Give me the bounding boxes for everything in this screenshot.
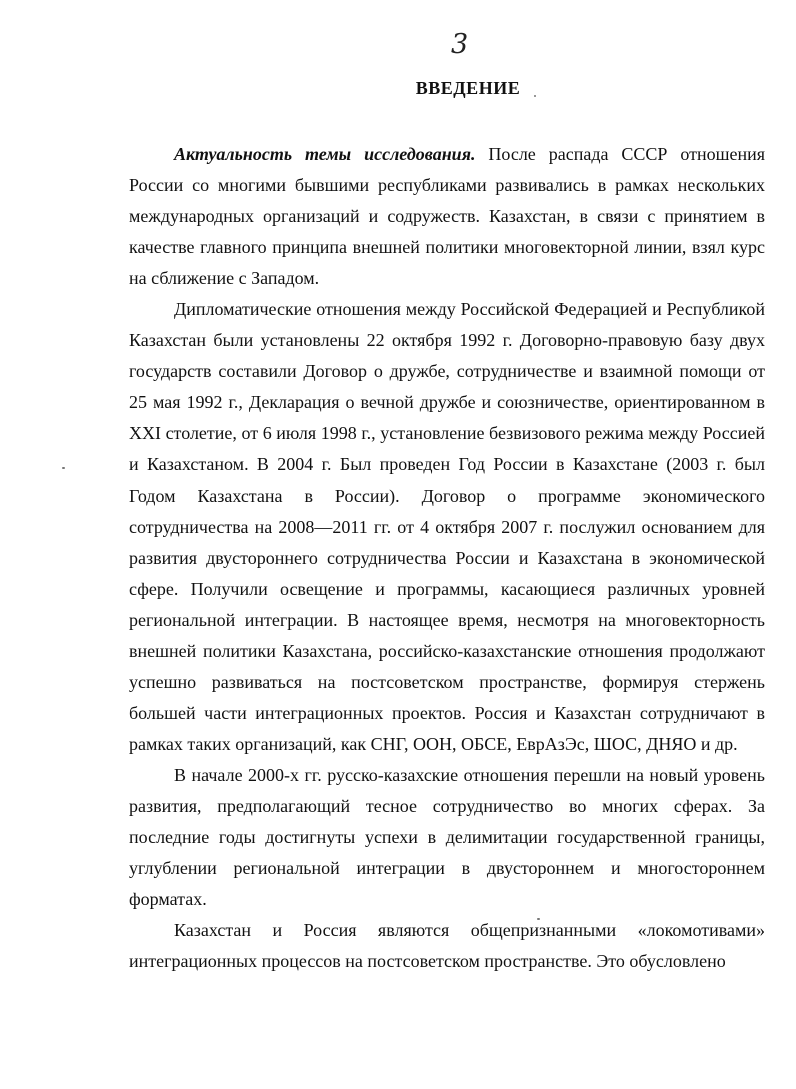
paragraph-relevance <box>129 139 765 294</box>
scan-speck <box>62 467 65 469</box>
paragraph-diplomatic-relations <box>129 294 765 760</box>
paragraph-locomotives <box>129 915 765 977</box>
section-title: ВВЕДЕНИЕ <box>415 78 521 98</box>
paragraph-text: Казахстан и Россия являются общепризнанными «локомотивами» интеграционных процессов на постсоветском пространстве. Это обусловлено <box>129 920 765 972</box>
paragraph-text: В начале 2000-х гг. русско-казахские отношения перешли на новый уровень развития, предполагающий тесное сотрудничество во многих сферах. За последние годы достигнуты успехи в делимитации государственной границы, углублении региональной интеграции в двустороннем и многостороннем форматах. <box>129 764 765 910</box>
paragraph-lead: Актуальность темы исследования. <box>174 144 476 164</box>
page-number: 3 <box>451 29 469 60</box>
paragraph-text: Дипломатические отношения между Российской Федерацией и Республикой Казахстан были установлены 22 октября 1992 г. Договорно-правовую базу двух государств составили Договор о дружбе, сотрудничестве и взаимной помощи от 25 мая 1992 г., Декларация о вечной дружбе и союзничестве, ориентированном в XXI столетие, от 6 июля 1998 г., установление безвизового режима между Россией и Казахстаном. В 2004 г. Был проведен Год России в Казахстане (2003 г. был Годом Казахстана в России). Договор о программе экономического сотрудничества на 2008—2011 гг. от 4 октября 2007 г. послужил основанием для развития двустороннего сотрудничества России и Казахстана в экономической сфере. Получили освещение и программы, касающиеся различных уровней региональной интеграции. В настоящее время, несмотря на многовекторность внешней политики Казахстана, российско-казахстанские отношения продолжают успешно развиваться на постсоветском пространстве, формируя стержень большей части интеграционных проектов. Россия и Казахстан сотрудничают в рамках таких организаций, как СНГ, ООН, ОБСЕ, ЕврАзЭс, ШОС, ДНЯО и др. <box>129 299 765 754</box>
paragraph-text: После распада СССР отношения России со многими бывшими республиками развивались в рамках нескольких международных организаций и содружеств. Казахстан, в связи с принятием в качестве главного принципа внешней политики многовекторной линии, взял курс на сближение с Западом. <box>129 144 765 289</box>
paragraph-2000s <box>129 760 765 915</box>
document-body <box>129 139 765 977</box>
scan-speck <box>534 95 536 97</box>
